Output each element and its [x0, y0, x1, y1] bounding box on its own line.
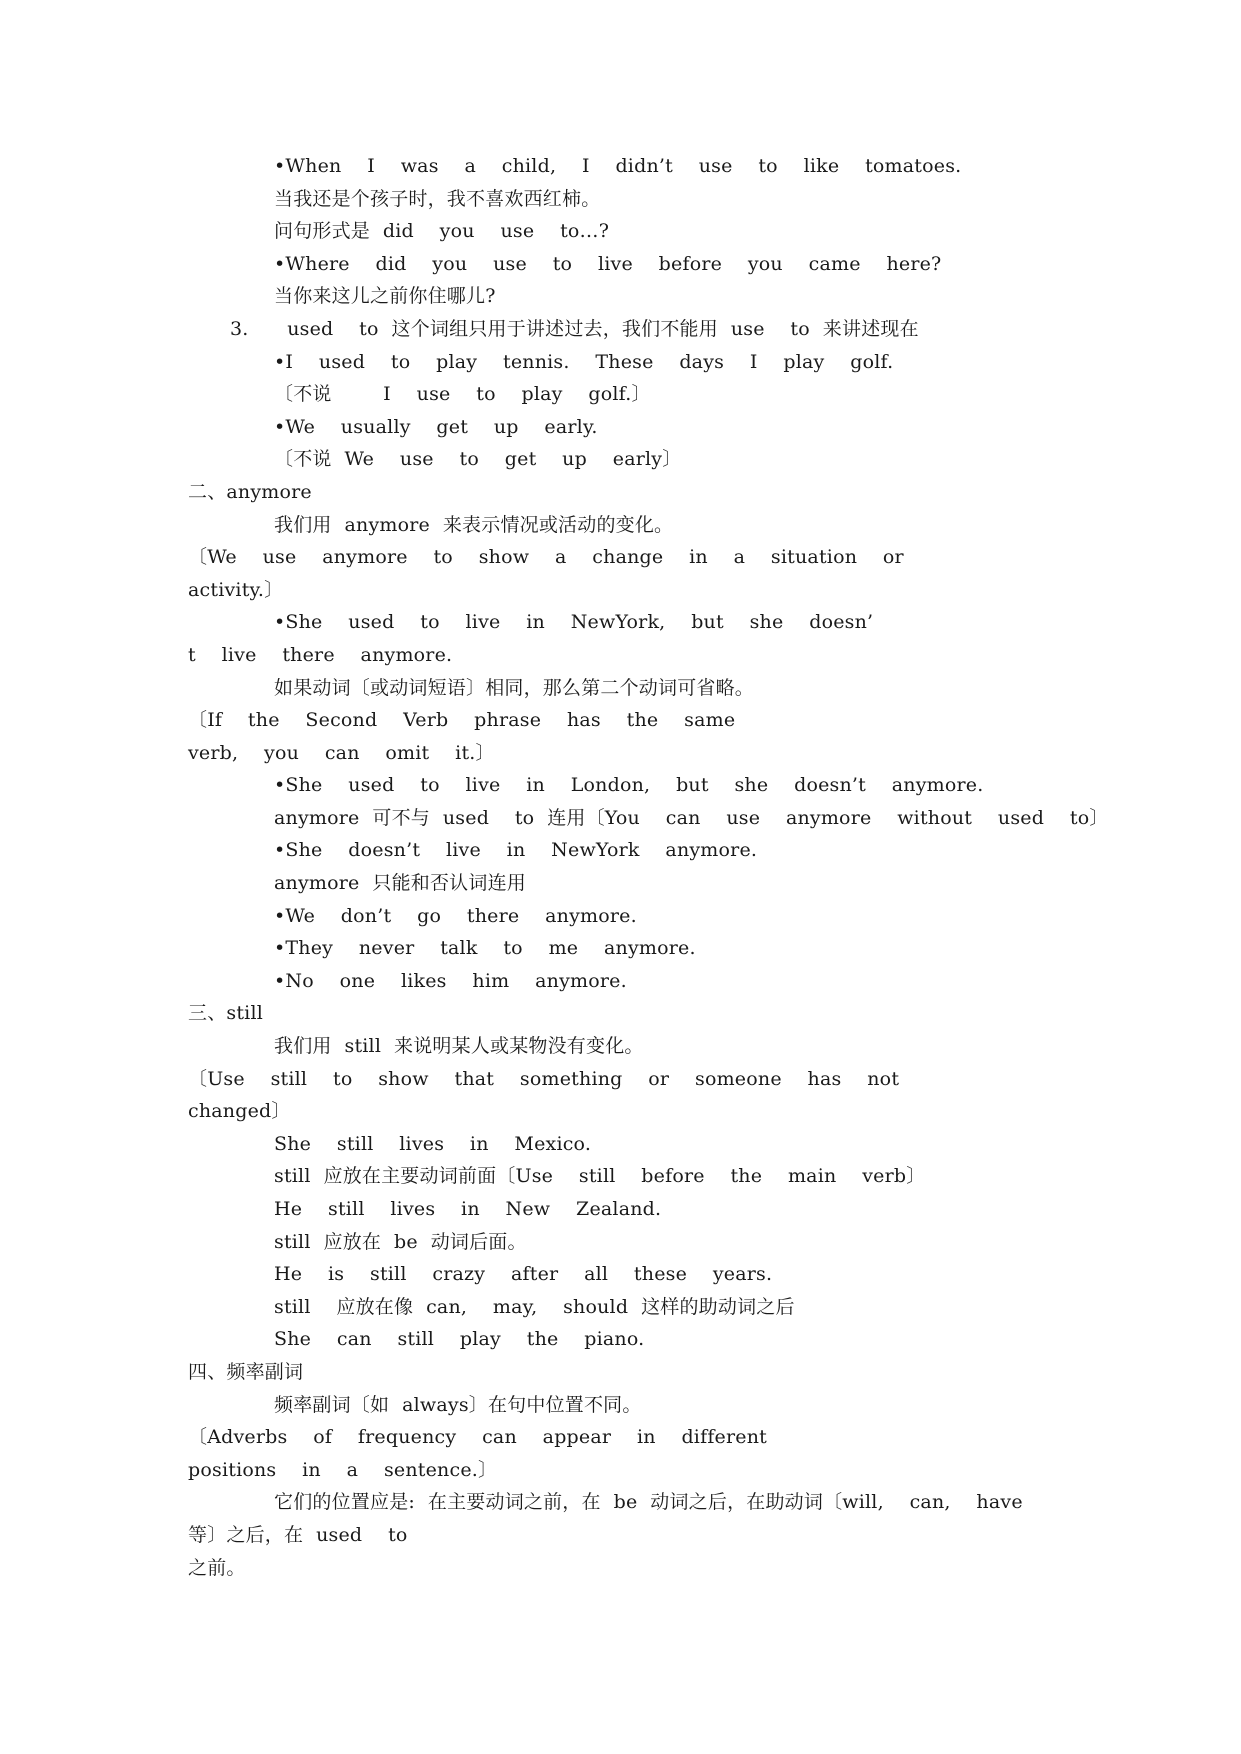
- text-line: t live there anymore.: [188, 643, 453, 666]
- text-line: •She used to live in NewYork, but she doesn’: [274, 611, 874, 634]
- text-line: •When I was a child, I didn’t use to like tomatoes.: [274, 155, 962, 177]
- text-line: •They never talk to me anymore.: [274, 937, 696, 960]
- text-line: •We don’t go there anymore.: [274, 904, 637, 927]
- text-line: 问句形式是 did you use to…?: [274, 220, 610, 243]
- text-line: 它们的位置应是: 在主要动词之前，在 be 动词之后，在助动词〔will, can, have: [274, 1491, 1023, 1514]
- text-line: 当我还是个孩子时，我不喜欢西红柿。: [274, 187, 601, 210]
- text-line: anymore 只能和否认词连用: [274, 872, 526, 895]
- text-line: positions in a sentence.〕: [188, 1458, 498, 1481]
- text-line: •No one likes him anymore.: [274, 969, 627, 992]
- text-line: 四、频率副词: [188, 1360, 304, 1383]
- text-line: verb, you can omit it.〕: [188, 741, 495, 764]
- text-line: still 应放在主要动词前面〔Use still before the main verb〕: [274, 1165, 926, 1188]
- text-line: 我们用 still 来说明某人或某物没有变化。: [274, 1035, 644, 1058]
- text-line: 频率副词〔如 always〕在句中位置不同。: [274, 1393, 642, 1416]
- text-line: 〔不说 I use to play golf.〕: [274, 383, 651, 406]
- text-line: 等〕之后，在 used to: [188, 1523, 408, 1546]
- document-body: [188, 150, 1109, 1584]
- text-line: 之前。: [188, 1556, 246, 1579]
- text-line: 〔We use anymore to show a change in a situation or: [188, 546, 904, 569]
- text-line: still 应放在 be 动词后面。: [274, 1230, 527, 1253]
- text-line: 〔Use still to show that something or someone has not: [188, 1067, 900, 1090]
- text-line: •I used to play tennis. These days I play golf.: [274, 350, 894, 373]
- text-line: She can still play the piano.: [274, 1328, 645, 1351]
- text-line: 我们用 anymore 来表示情况或活动的变化。: [274, 513, 674, 536]
- text-line: •She used to live in London, but she doesn’t anymore.: [274, 774, 984, 797]
- text-line: He is still crazy after all these years.: [274, 1263, 773, 1286]
- text-line: 二、anymore: [188, 480, 312, 503]
- text-line: •Where did you use to live before you came here?: [274, 252, 942, 275]
- text-line: changed〕: [188, 1100, 291, 1123]
- text-line: He still lives in New Zealand.: [274, 1198, 662, 1220]
- text-line: 3. used to 这个词组只用于讲述过去，我们不能用 use to 来讲述现在: [230, 317, 919, 340]
- text-line: activity.〕: [188, 578, 284, 601]
- text-line: 三、still: [188, 1002, 264, 1025]
- text-line: still 应放在像 can, may, should 这样的助动词之后: [274, 1295, 795, 1318]
- text-line: •She doesn’t live in NewYork anymore.: [274, 839, 758, 862]
- text-line: 当你来这儿之前你住哪儿?: [274, 285, 496, 308]
- text-line: •We usually get up early.: [274, 415, 598, 438]
- text-line: anymore 可不与 used to 连用〔You can use anymore without used to〕: [274, 806, 1109, 829]
- text-line: She still lives in Mexico.: [274, 1132, 592, 1155]
- text-line: 〔不说 We use to get up early〕: [274, 448, 682, 471]
- text-line: 如果动词〔或动词短语〕相同，那么第二个动词可省略。: [274, 676, 755, 699]
- text-line: 〔If the Second Verb phrase has the same: [188, 709, 736, 732]
- text-line: 〔Adverbs of frequency can appear in different: [188, 1426, 767, 1449]
